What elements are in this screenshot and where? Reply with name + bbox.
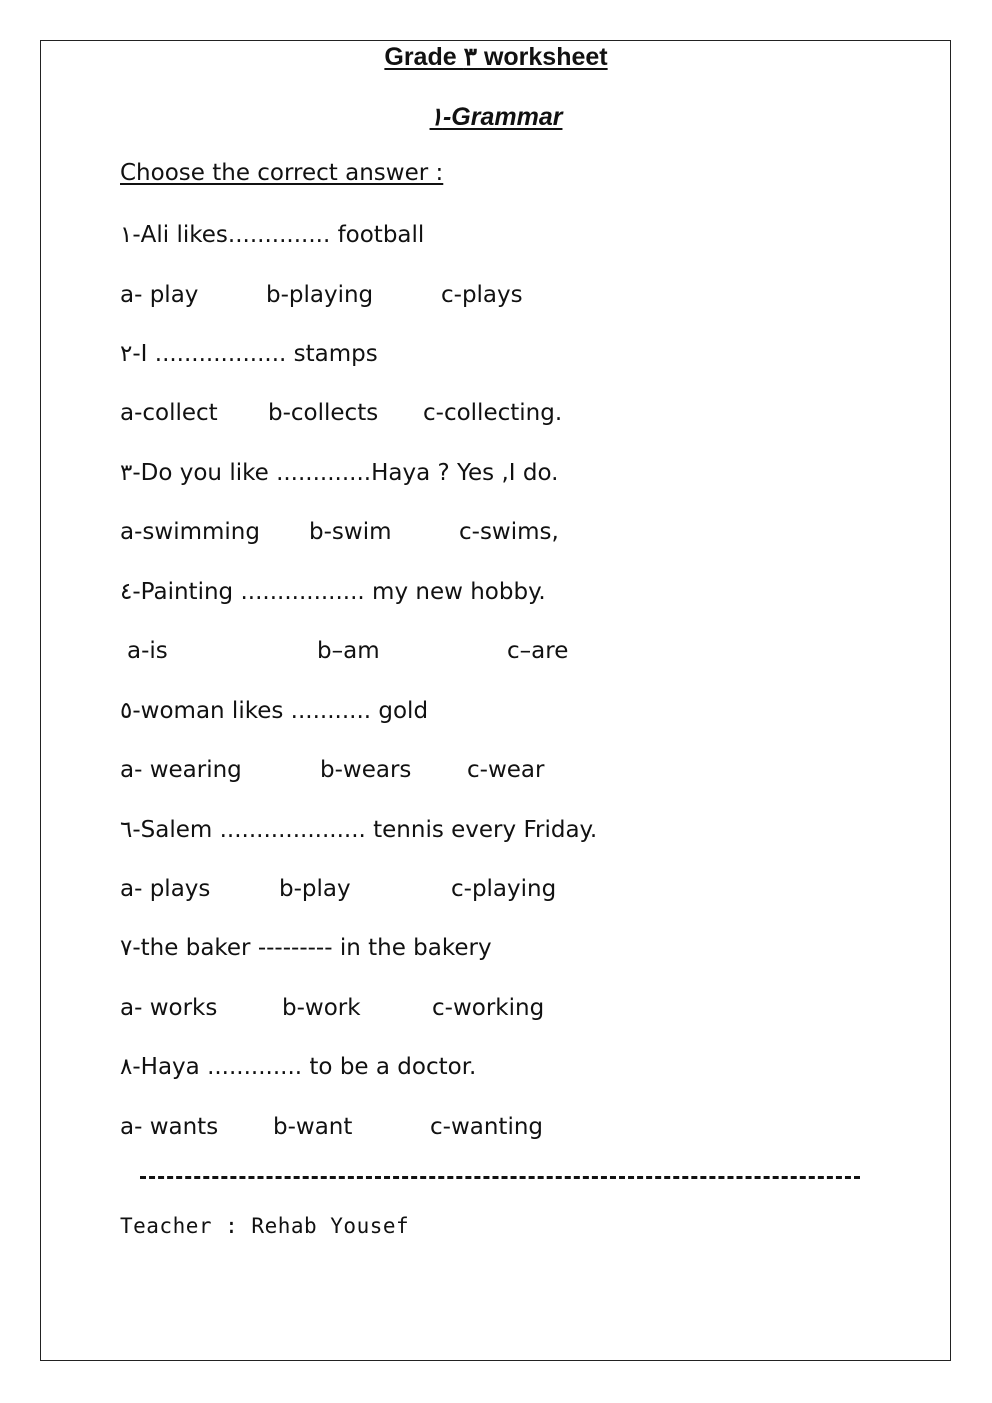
worksheet-title: Grade ٣ worksheet [384, 43, 608, 71]
option-c[interactable]: c-plays [441, 282, 523, 308]
question-prompt: ٤-Painting ................. my new hobby. [120, 579, 546, 605]
question-prompt: ٧-the baker --------- in the bakery [120, 935, 492, 961]
dashed-divider [140, 1176, 860, 1179]
option-a[interactable]: a- wants [120, 1114, 219, 1140]
option-a[interactable]: a-swimming [120, 519, 260, 545]
option-c[interactable]: c-wanting [430, 1114, 544, 1140]
option-b[interactable]: b-wears [320, 757, 412, 783]
question-prompt: ٦-Salem .................... tennis every Friday. [120, 817, 598, 843]
instruction-text: Choose the correct answer : [120, 160, 444, 186]
option-b[interactable]: b–am [317, 638, 380, 664]
option-b[interactable]: b-collects [268, 400, 379, 426]
question-prompt: ٣-Do you like .............Haya ? Yes ,I do. [120, 460, 559, 486]
question-prompt: ٥-woman likes ........... gold [120, 698, 429, 724]
option-b[interactable]: b-work [282, 995, 361, 1021]
option-c[interactable]: c-working [432, 995, 545, 1021]
option-b[interactable]: b-want [273, 1114, 353, 1140]
option-c[interactable]: c-swims, [459, 519, 559, 545]
option-c[interactable]: c-wear [467, 757, 545, 783]
teacher-name: Teacher : Rehab Yousef [120, 1214, 410, 1238]
option-b[interactable]: b-swim [309, 519, 392, 545]
option-a[interactable]: a- plays [120, 876, 211, 902]
option-c[interactable]: c–are [507, 638, 569, 664]
option-c[interactable]: c-collecting. [423, 400, 563, 426]
option-a[interactable]: a- play [120, 282, 199, 308]
option-a[interactable]: a- wearing [120, 757, 242, 783]
option-a[interactable]: a-collect [120, 400, 218, 426]
question-prompt: ١-Ali likes.............. football [120, 222, 425, 248]
option-b[interactable]: b-play [279, 876, 351, 902]
option-b[interactable]: b-playing [266, 282, 374, 308]
section-title: ١-Grammar [429, 103, 563, 131]
option-c[interactable]: c-playing [451, 876, 557, 902]
option-a[interactable]: a- works [120, 995, 218, 1021]
option-a[interactable]: a-is [127, 638, 168, 664]
question-prompt: ٨-Haya ............. to be a doctor. [120, 1054, 477, 1080]
question-prompt: ٢-I .................. stamps [120, 341, 378, 367]
